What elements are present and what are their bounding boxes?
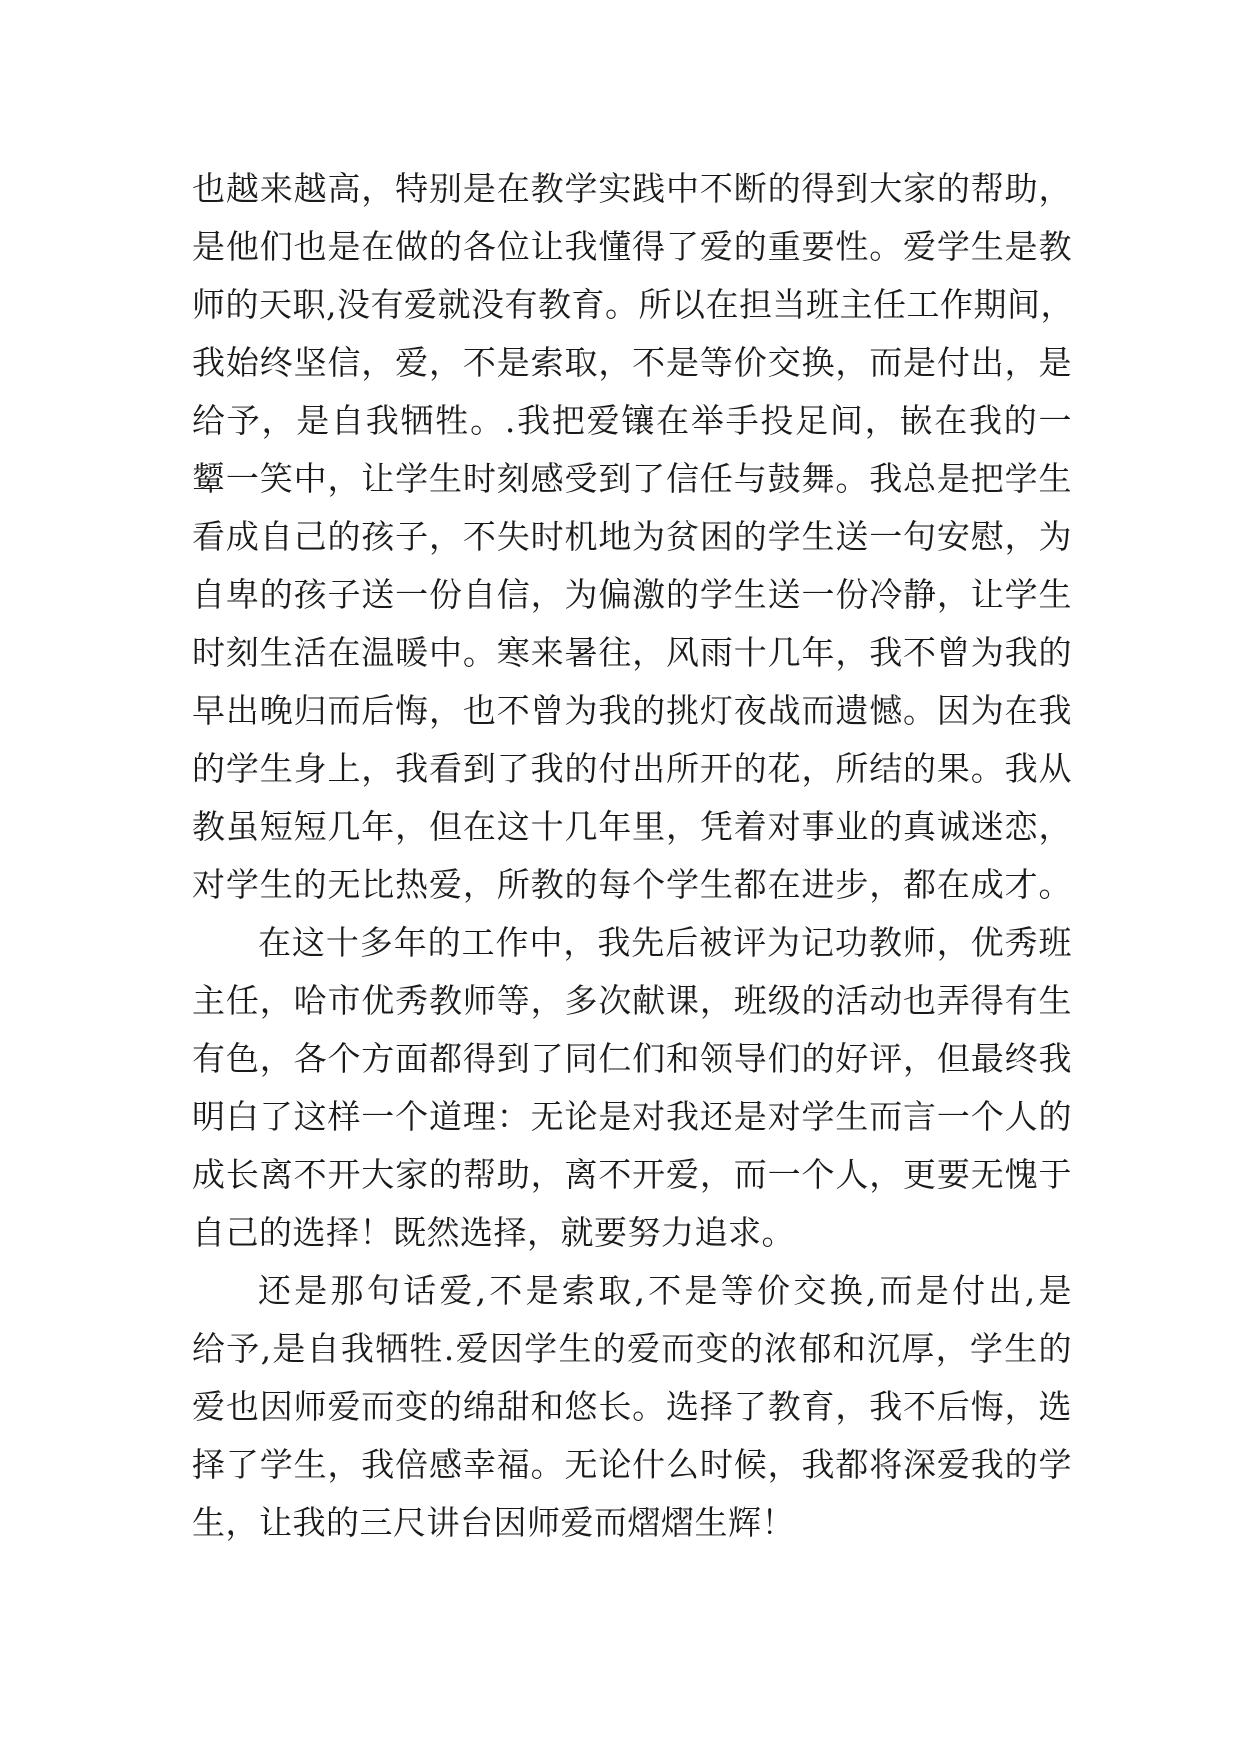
text-line: 自己的选择！既然选择，就要努力追求。 [192,1213,795,1252]
text-line: 给予,是自我牺牲.爱因学生的爱而变的浓郁和沉厚，学生的 [192,1329,1072,1368]
text-line: 师的天职,没有爱就没有教育。所以在担当班主任工作期间， [192,285,1074,324]
paragraph [192,1262,1072,1552]
text-line: 我始终坚信，爱，不是索取，不是等价交换，而是付出，是 [192,343,1072,382]
text-line: 教虽短短几年，但在这十几年里，凭着对事业的真诚迷恋， [192,807,1072,846]
text-line: 成长离不开大家的帮助，离不开爱，而一个人，更要无愧于 [192,1155,1072,1194]
text-line: 早出晚归而后悔，也不曾为我的挑灯夜战而遗憾。因为在我 [192,691,1072,730]
paragraph [192,914,1072,1262]
text-line: 爱也因师爱而变的绵甜和悠长。选择了教育，我不后悔，选 [192,1387,1072,1426]
text-line: 择了学生，我倍感幸福。无论什么时候，我都将深爱我的学 [192,1445,1072,1484]
text-line: 是他们也是在做的各位让我懂得了爱的重要性。爱学生是教 [192,227,1072,266]
text-line: 时刻生活在温暖中。寒来暑往，风雨十几年，我不曾为我的 [192,633,1072,672]
text-line: 给予，是自我牺牲。.我把爱镶在举手投足间，嵌在我的一 [192,401,1072,440]
text-line: 还是那句话爱,不是索取,不是等价交换,而是付出,是 [258,1271,1072,1310]
text-line: 有色，各个方面都得到了同仁们和领导们的好评，但最终我 [192,1039,1072,1078]
text-line: 生，让我的三尺讲台因师爱而熠熠生辉！ [192,1503,795,1542]
text-line: 明白了这样一个道理：无论是对我还是对学生而言一个人的 [192,1097,1072,1136]
document-body [192,160,1072,1552]
paragraph [192,160,1072,914]
text-line: 在这十多年的工作中，我先后被评为记功教师，优秀班 [258,923,1072,962]
text-line: 对学生的无比热爱，所教的每个学生都在进步，都在成才。 [192,865,1072,904]
text-line: 颦一笑中，让学生时刻感受到了信任与鼓舞。我总是把学生 [192,459,1072,498]
text-line: 看成自己的孩子，不失时机地为贫困的学生送一句安慰，为 [192,517,1072,556]
text-line: 的学生身上，我看到了我的付出所开的花，所结的果。我从 [192,749,1072,788]
text-line: 自卑的孩子送一份自信，为偏激的学生送一份冷静，让学生 [192,575,1072,614]
text-line: 也越来越高，特别是在教学实践中不断的得到大家的帮助， [192,169,1072,208]
text-line: 主任，哈市优秀教师等，多次献课，班级的活动也弄得有生 [192,981,1072,1020]
